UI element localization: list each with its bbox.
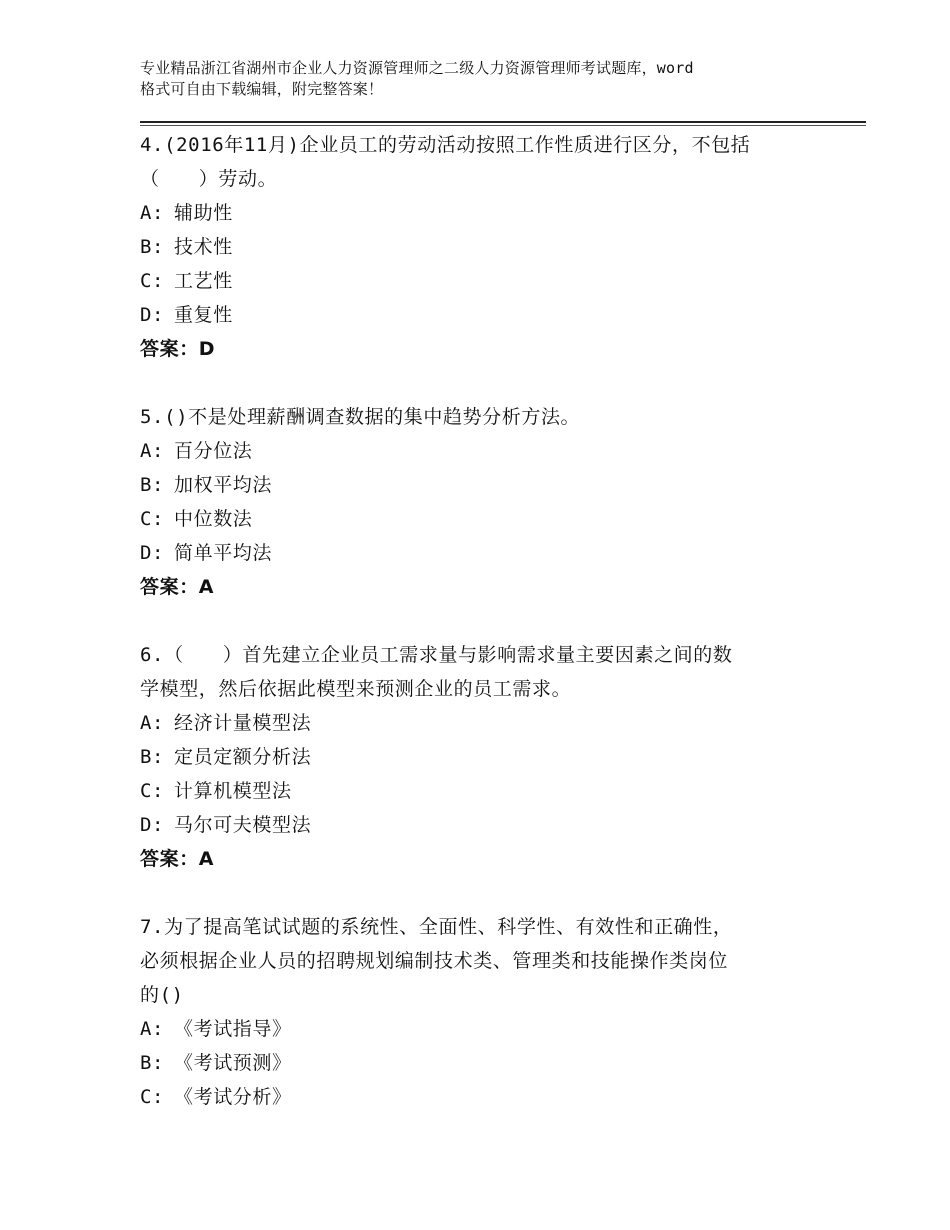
option-letter: C: (140, 508, 165, 530)
option-item (140, 1046, 840, 1080)
question-text-line: 5.()不是处理薪酬调查数据的集中趋势分析方法。 (140, 406, 581, 428)
option-letter: B: (140, 1052, 165, 1074)
answer-label: 答案：A (140, 576, 215, 598)
question-block (140, 910, 840, 1114)
option-item (140, 298, 840, 332)
question-text-line: 必须根据企业人员的招聘规划编制技术类、管理类和技能操作类岗位 (140, 950, 729, 972)
option-text: 马尔可夫模型法 (174, 814, 312, 836)
option-item (140, 706, 840, 740)
option-item (140, 502, 840, 536)
answer-label: 答案：D (140, 338, 216, 360)
question-spacer (140, 366, 840, 400)
question-block (140, 400, 840, 638)
question-text-line: 学模型，然后依据此模型来预测企业的员工需求。 (140, 678, 572, 700)
header-divider-thin (140, 125, 866, 126)
option-letter: C: (140, 1086, 165, 1108)
option-text: 百分位法 (174, 440, 253, 462)
option-text: 定员定额分析法 (174, 746, 312, 768)
option-letter: A: (140, 202, 165, 224)
option-letter: A: (140, 440, 165, 462)
option-letter: B: (140, 746, 165, 768)
option-letter: D: (140, 542, 165, 564)
option-text: 辅助性 (174, 202, 233, 224)
question-text-line: 的() (140, 984, 184, 1006)
option-text: 中位数法 (174, 508, 253, 530)
question-text-line: 4.(2016年11月)企业员工的劳动活动按照工作性质进行区分，不包括 (140, 134, 751, 156)
option-text: 加权平均法 (174, 474, 273, 496)
option-item (140, 740, 840, 774)
option-letter: A: (140, 712, 165, 734)
option-text: 经济计量模型法 (174, 712, 312, 734)
option-letter: D: (140, 304, 165, 326)
option-text: 《考试指导》 (174, 1018, 292, 1040)
question-spacer (140, 876, 840, 910)
question-text-line: 6.（ ）首先建立企业员工需求量与影响需求量主要因素之间的数 (140, 644, 733, 666)
option-item (140, 264, 840, 298)
question-text-line: 7.为了提高笔试试题的系统性、全面性、科学性、有效性和正确性， (140, 916, 733, 938)
option-text: 《考试分析》 (174, 1086, 292, 1108)
option-item (140, 1012, 840, 1046)
question-list (140, 128, 840, 1114)
option-letter: C: (140, 780, 165, 802)
option-item (140, 1080, 840, 1114)
option-text: 工艺性 (174, 270, 233, 292)
document-header (140, 58, 830, 100)
option-text: 计算机模型法 (174, 780, 292, 802)
option-letter: B: (140, 236, 165, 258)
option-item (140, 808, 840, 842)
option-letter: C: (140, 270, 165, 292)
option-letter: D: (140, 814, 165, 836)
option-text: 简单平均法 (174, 542, 273, 564)
option-text: 《考试预测》 (174, 1052, 292, 1074)
option-item (140, 230, 840, 264)
option-letter: A: (140, 1018, 165, 1040)
header-title-line-2: 格式可自由下载编辑，附完整答案！ (140, 80, 384, 98)
answer-label: 答案：A (140, 848, 215, 870)
option-item (140, 434, 840, 468)
option-item (140, 536, 840, 570)
question-text-line: （ ）劳动。 (140, 168, 278, 190)
option-item (140, 468, 840, 502)
question-block (140, 128, 840, 400)
header-title-line-1: 专业精品浙江省湖州市企业人力资源管理师之二级人力资源管理师考试题库，word (140, 59, 694, 77)
option-letter: B: (140, 474, 165, 496)
option-text: 技术性 (174, 236, 233, 258)
option-item (140, 196, 840, 230)
question-block (140, 638, 840, 910)
option-item (140, 774, 840, 808)
header-divider-thick (140, 121, 866, 123)
option-text: 重复性 (174, 304, 233, 326)
question-spacer (140, 604, 840, 638)
